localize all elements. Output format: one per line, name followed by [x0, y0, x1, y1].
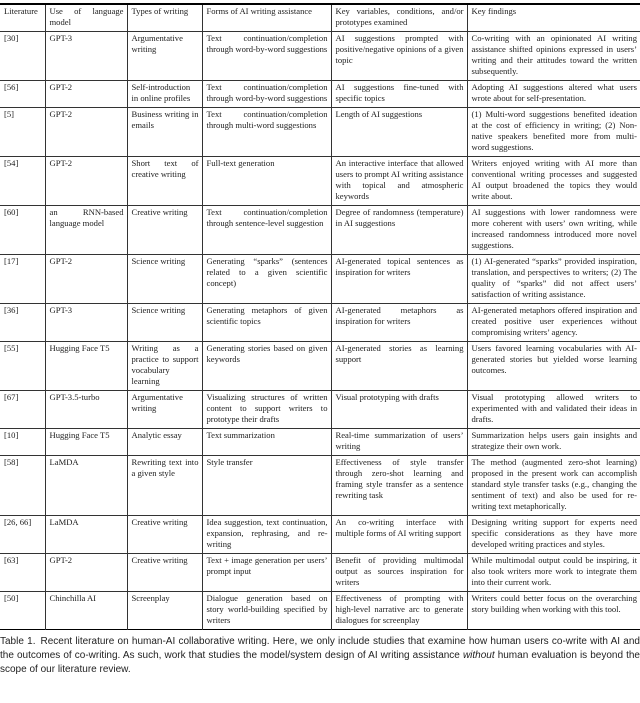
table-cell: An interactive interface that allowed users to prompt AI writing assistance with topical and atmospheric keywords [331, 157, 467, 206]
table-cell: Analytic essay [127, 429, 202, 456]
table-cell: Writers could better focus on the overarching story building when working with this tool. [467, 592, 640, 630]
table-cell: Text continuation/completion through word-by-word suggestions [202, 32, 331, 81]
table-cell: AI suggestions with lower randomness were more coherent with users’ own writing, while increased randomness introduced more novel suggestions. [467, 206, 640, 255]
table-cell: GPT-3.5-turbo [45, 391, 127, 429]
table-cell: Science writing [127, 304, 202, 342]
table-row [0, 554, 640, 592]
table-row [0, 391, 640, 429]
table-caption [0, 635, 640, 676]
table-cell: AI suggestions fine-tuned with specific topics [331, 81, 467, 108]
table-cell: GPT-2 [45, 157, 127, 206]
table-row [0, 206, 640, 255]
table-row [0, 255, 640, 304]
table-cell: Visual prototyping allowed writers to experimented with and validated their ideas in drafts. [467, 391, 640, 429]
caption-label: Table 1. [0, 636, 36, 647]
table-cell: Visualizing structures of written content to support writers to prototype their drafts [202, 391, 331, 429]
table-cell: Idea suggestion, text continuation, expansion, rephrasing, and re-writing [202, 516, 331, 554]
table-cell: [36] [0, 304, 45, 342]
table-cell: AI-generated metaphors as inspiration for writers [331, 304, 467, 342]
table-cell: Rewriting text into a given style [127, 456, 202, 516]
table-cell: [50] [4, 593, 19, 603]
header-row [0, 4, 640, 32]
table-cell: Dialogue generation based on story world-building specified by writers [202, 592, 331, 630]
column-header: Literature [0, 4, 45, 32]
table-cell: Hugging Face T5 [45, 429, 127, 456]
table-cell: [63] [0, 554, 45, 592]
table-cell: While multimodal output could be inspiring, it also took writers more work to integrate them into their current work. [467, 554, 640, 592]
table-cell: [55] [0, 342, 45, 391]
table-cell: Adopting AI suggestions altered what users wrote about for self-presentation. [467, 81, 640, 108]
table-cell: AI-generated metaphors offered inspiration and created positive user experiences without compromising writers’ agency. [467, 304, 640, 342]
table-cell: [17] [0, 255, 45, 304]
table-row [0, 108, 640, 157]
caption-text: Recent literature on human-AI collaborative writing. Here, we only include studies that examine how human users co-write with AI and the outcomes of co-writing. As such, work that studies the model/system design of AI writing assistance [0, 636, 640, 661]
table-cell: (1) AI-generated “sparks” provided inspiration, translation, and perspectives to writers; (2) The quality of “sparks” did not affect users’ satisfaction of writing assistance. [467, 255, 640, 304]
table-body [0, 32, 640, 630]
table-cell: [5] [0, 108, 45, 157]
table-cell: Creative writing [127, 516, 202, 554]
table-cell: AI suggestions prompted with positive/negative opinions of a given topic [331, 32, 467, 81]
table-cell: LaMDA [45, 456, 127, 516]
table-row [0, 429, 640, 456]
table-cell: Generating metaphors of given scientific topics [202, 304, 331, 342]
literature-table [0, 3, 640, 630]
table-cell: GPT-3 [45, 32, 127, 81]
table-cell: [30] [0, 32, 45, 81]
table-cell: Creative writing [127, 554, 202, 592]
table-cell: [56] [0, 81, 45, 108]
table-cell: an RNN-based language model [45, 206, 127, 255]
table-cell: Creative writing [127, 206, 202, 255]
table-cell: GPT-2 [45, 108, 127, 157]
column-header: Forms of AI writing assistance [202, 4, 331, 32]
table-cell: Text + image generation per users’ prompt input [202, 554, 331, 592]
table-row [0, 456, 640, 516]
table-cell: Summarization helps users gain insights and strategize their own work. [467, 429, 640, 456]
table-cell: Generating “sparks” (sentences related to a given scientific concept) [202, 255, 331, 304]
table-row [0, 342, 640, 391]
table-cell: LaMDA [45, 516, 127, 554]
table-cell: (1) Multi-word suggestions benefited ideation at the cost of efficiency in writing; (2) Non-native speakers benefited more from multi-word suggestions. [467, 108, 640, 157]
table-cell: Self-introduction in online profiles [127, 81, 202, 108]
table-cell: [26, 66] [0, 516, 45, 554]
table-cell: [67] [0, 391, 45, 429]
table-cell: Short text of creative writing [127, 157, 202, 206]
table-header [0, 4, 640, 32]
table-cell: [54] [0, 157, 45, 206]
table-row [0, 157, 640, 206]
table-cell: Screenplay [127, 592, 202, 630]
table-cell: Argumentative writing [127, 391, 202, 429]
table-cell: The method (augmented zero-shot learning) proposed in the present work can accomplish standard style transfer tasks (e.g., changing the sentiment of text) and also be used for re-writing text metaphorically. [467, 456, 640, 516]
table-row [0, 516, 640, 554]
table-cell: Text continuation/completion through word-by-word suggestions [202, 81, 331, 108]
table-cell: Co-writing with an opinionated AI writing assistance shifted opinions expressed in users’ writing and their attitudes toward the written subsequently. [467, 32, 640, 81]
table-cell: GPT-3 [45, 304, 127, 342]
table-cell: Users favored learning vocabularies with AI-generated stories but yielded worse learning outcomes. [467, 342, 640, 391]
table-cell: Full-text generation [202, 157, 331, 206]
table-cell: [10] [0, 429, 45, 456]
table-cell: Generating stories based on given keywords [202, 342, 331, 391]
column-header: Use of language model [45, 4, 127, 32]
table-cell: Visual prototyping with drafts [331, 391, 467, 429]
table-cell: Writing as a practice to support vocabulary learning [127, 342, 202, 391]
column-header: Key variables, conditions, and/or prototypes examined [331, 4, 467, 32]
table-cell: GPT-2 [45, 554, 127, 592]
column-header: Types of writing [127, 4, 202, 32]
table-cell: Argumentative writing [127, 32, 202, 81]
table-cell: Effectiveness of prompting with high-level narrative arc to generate dialogues for screenplay [331, 592, 467, 630]
table-cell: GPT-2 [45, 255, 127, 304]
table-cell: Benefit of providing multimodal output as sources inspiration for writers [331, 554, 467, 592]
caption-text-after: human evaluation is beyond the scope of our literature review. [0, 649, 640, 675]
table-cell: Text continuation/completion through sentence-level suggestion [202, 206, 331, 255]
caption-italic-word: without [462, 649, 495, 661]
table-cell: Style transfer [202, 456, 331, 516]
table-cell: [58] [0, 456, 45, 516]
table-cell: Designing writing support for experts need specific considerations as they have more developed writing practices and styles. [467, 516, 640, 554]
table-cell: Science writing [127, 255, 202, 304]
table-row [0, 32, 640, 81]
table-cell: Real-time summarization of users’ writing [331, 429, 467, 456]
table-cell: Degree of randomness (temperature) in AI suggestions [331, 206, 467, 255]
table-cell: AI-generated topical sentences as inspiration for writers [331, 255, 467, 304]
table-row [0, 592, 640, 630]
table-cell: An co-writing interface with multiple forms of AI writing support [331, 516, 467, 554]
table-row [0, 81, 640, 108]
table-cell: Text continuation/completion through multi-word suggestions [202, 108, 331, 157]
column-header: Key findings [467, 4, 640, 32]
table-cell: Hugging Face T5 [45, 342, 127, 391]
table-cell: Chinchilla AI [45, 592, 127, 630]
table-cell: AI-generated stories as learning support [331, 342, 467, 391]
table-cell: Writers enjoyed writing with AI more than conventional writing processes and suggested AI output broadened the topics they would write about. [467, 157, 640, 206]
table-cell: Length of AI suggestions [331, 108, 467, 157]
table-cell: Business writing in emails [127, 108, 202, 157]
table-cell: GPT-2 [45, 81, 127, 108]
table-cell: [60] [0, 206, 45, 255]
table-cell: Text summarization [202, 429, 331, 456]
table-cell: Effectiveness of style transfer through zero-shot learning and framing style transfer as a sentence rewriting task [331, 456, 467, 516]
table-row [0, 304, 640, 342]
